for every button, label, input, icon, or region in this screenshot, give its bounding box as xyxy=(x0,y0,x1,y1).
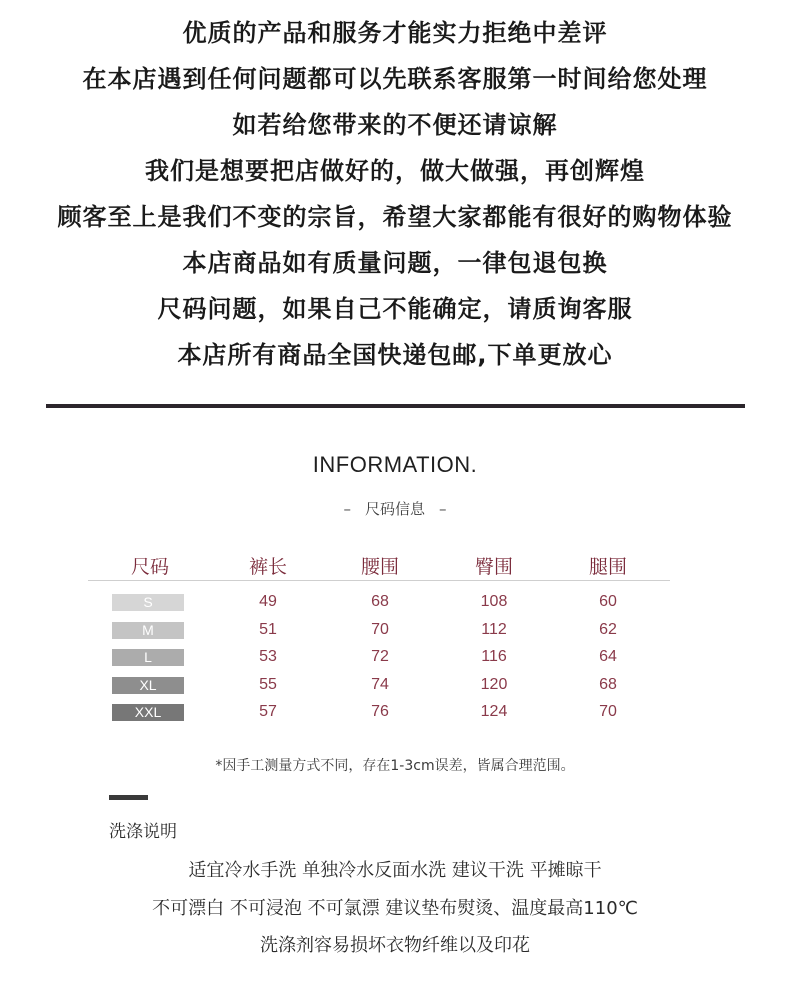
size-label-badge: S xyxy=(112,594,184,611)
size-label-badge: XXL xyxy=(112,704,184,721)
size-table-body xyxy=(88,589,670,727)
info-title: INFORMATION. xyxy=(312,452,478,477)
size-label-badge: L xyxy=(112,649,184,666)
size-row xyxy=(88,699,670,727)
thigh-value: 60 xyxy=(599,593,617,610)
info-subtitle: 尺码信息 xyxy=(364,500,425,518)
hip-value: 116 xyxy=(481,648,507,665)
waist-value: 76 xyxy=(371,703,389,720)
hip-value: 108 xyxy=(480,593,508,610)
size-table xyxy=(88,548,670,727)
promo-line: 如若给您带来的不便还请谅解 xyxy=(232,111,558,139)
size-row xyxy=(88,644,670,672)
promo-line: 尺码问题，如果自己不能确定，请质询客服 xyxy=(157,295,633,323)
measurement-note: *因手工测量方式不同，存在1-3cm误差，皆属合理范围。 xyxy=(215,758,575,774)
section-divider xyxy=(46,404,745,408)
promo-line: 在本店遇到任何问题都可以先联系客服第一时间给您处理 xyxy=(82,65,708,93)
washing-line: 洗涤剂容易损坏衣物纤维以及印花 xyxy=(260,935,530,956)
waist-value: 68 xyxy=(371,593,389,610)
promo-line: 优质的产品和服务才能实力拒绝中差评 xyxy=(182,19,608,47)
promo-line: 我们是想要把店做好的，做大做强，再创辉煌 xyxy=(145,157,645,185)
promo-line: 本店商品如有质量问题，一律包退包换 xyxy=(182,249,608,277)
thigh-column-header: 腿围 xyxy=(588,556,627,578)
dash-left: – xyxy=(343,500,351,518)
washing-line: 不可漂白 不可浸泡 不可氯漂 建议垫布熨烫、温度最高110℃ xyxy=(152,898,638,919)
size-column-header: 尺码 xyxy=(130,556,169,578)
promo-line: 本店所有商品全国快递包邮,下单更放心 xyxy=(177,341,613,369)
length-value: 51 xyxy=(259,620,277,638)
length-value: 57 xyxy=(259,703,277,720)
length-column-header: 裤长 xyxy=(248,556,287,578)
size-row xyxy=(88,617,670,645)
hip-value: 120 xyxy=(480,675,508,693)
waist-column-header: 腰围 xyxy=(360,556,399,578)
size-row xyxy=(88,589,670,617)
hip-value: 112 xyxy=(481,620,507,638)
size-row xyxy=(88,672,670,700)
washing-accent-bar xyxy=(109,795,148,800)
info-subtitle-row xyxy=(0,498,790,519)
washing-line: 适宜冷水手洗 单独冷水反面水洗 建议干洗 平摊晾干 xyxy=(188,860,602,881)
length-value: 53 xyxy=(259,648,277,665)
promo-text-block xyxy=(0,10,790,378)
waist-value: 74 xyxy=(371,675,389,693)
hip-value: 124 xyxy=(480,703,508,720)
size-label-badge: XL xyxy=(112,677,184,694)
thigh-value: 62 xyxy=(599,620,617,638)
thigh-value: 68 xyxy=(599,675,617,693)
waist-value: 70 xyxy=(371,620,389,638)
waist-value: 72 xyxy=(371,648,389,665)
thigh-value: 70 xyxy=(599,703,617,720)
hip-column-header: 臀围 xyxy=(474,556,513,578)
dash-right: – xyxy=(439,500,447,518)
washing-title: 洗涤说明 xyxy=(109,822,177,842)
size-label-badge: M xyxy=(112,622,184,639)
size-table-header xyxy=(88,548,670,581)
length-value: 55 xyxy=(259,675,277,693)
promo-line: 顾客至上是我们不变的宗旨，希望大家都能有很好的购物体验 xyxy=(57,203,733,231)
length-value: 49 xyxy=(259,593,277,610)
thigh-value: 64 xyxy=(599,648,617,665)
